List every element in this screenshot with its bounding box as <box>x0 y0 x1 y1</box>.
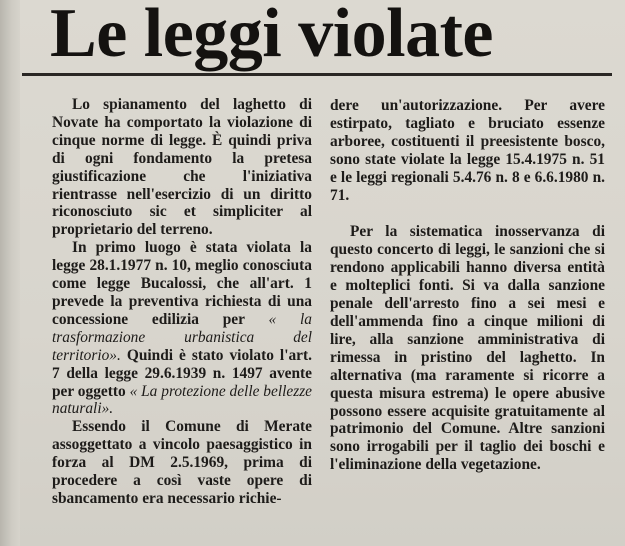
headline: Le leggi violate <box>50 0 494 72</box>
paragraph-laws <box>52 239 312 418</box>
paragraph-intro: Lo spianamento del laghetto di Novate ha comportato la violazione di cinque norme di legge. È quindi priva di ogni fondamento la pretesa giustificazione che l'iniziativa rientrasse nell'esercizio di un diritto riconosciuto sic et simpliciter al proprietario del terreno. <box>52 96 312 239</box>
article-column-left <box>52 96 312 508</box>
paragraph-laws-text-a: In primo luogo è stata violata la legge 28.1.1977 n. 10, meglio conosciuta come legge Bucalossi, che all'art. 1 prevede la preventiva richiesta di una concessione edilizia per <box>52 239 312 328</box>
paragraph-laws-text-b: Quindi è stato violato l'art. 7 della legge 29.6.1939 n. 1497 avente per oggetto <box>52 346 312 400</box>
paragraph-sanctions: Per la sistematica inosservanza di questo concerto di leggi, le sanzioni che si rendono applicabili hanno diversa entità e molteplici fonti. Si va dalla sanzione penale dell'arresto fino a sei mesi e dell'ammenda fino a cinque milioni di lire, alla sanzione amministrativa di rimessa in pristino del laghetto. In alternativa (ma raramente si ricorre a questa misura estrema) le opere abusive possono essere acquisite gratuitamente al patrimonio del Comune. Altre sanzioni sono irrogabili per il taglio dei boschi e l'eliminazione della vegetazione. <box>330 223 605 474</box>
quote-trasformazione: « la trasformazione urbanistica del territorio». <box>52 310 312 364</box>
article-column-right <box>330 97 605 474</box>
paragraph-continuation: dere un'autorizzazione. Per avere estirpato, tagliato e bruciato essenze arboree, costituenti il preesistente bosco, sono state violate la legge 15.4.1975 n. 51 e le leggi regionali 5.4.76 n. 8 e 6.6.1980 n. 71. <box>330 97 605 204</box>
page-edge-shadow <box>0 0 20 546</box>
paragraph-merate: Essendo il Comune di Merate assoggettato a vincolo paesaggistico in forza al DM 2.5.1969, prima di procedere a così vaste opere di sbancamento era necessario richie- <box>52 418 312 507</box>
quote-protezione: « La protezione delle bellezze naturali». <box>52 382 313 418</box>
headline-rule <box>22 73 612 76</box>
